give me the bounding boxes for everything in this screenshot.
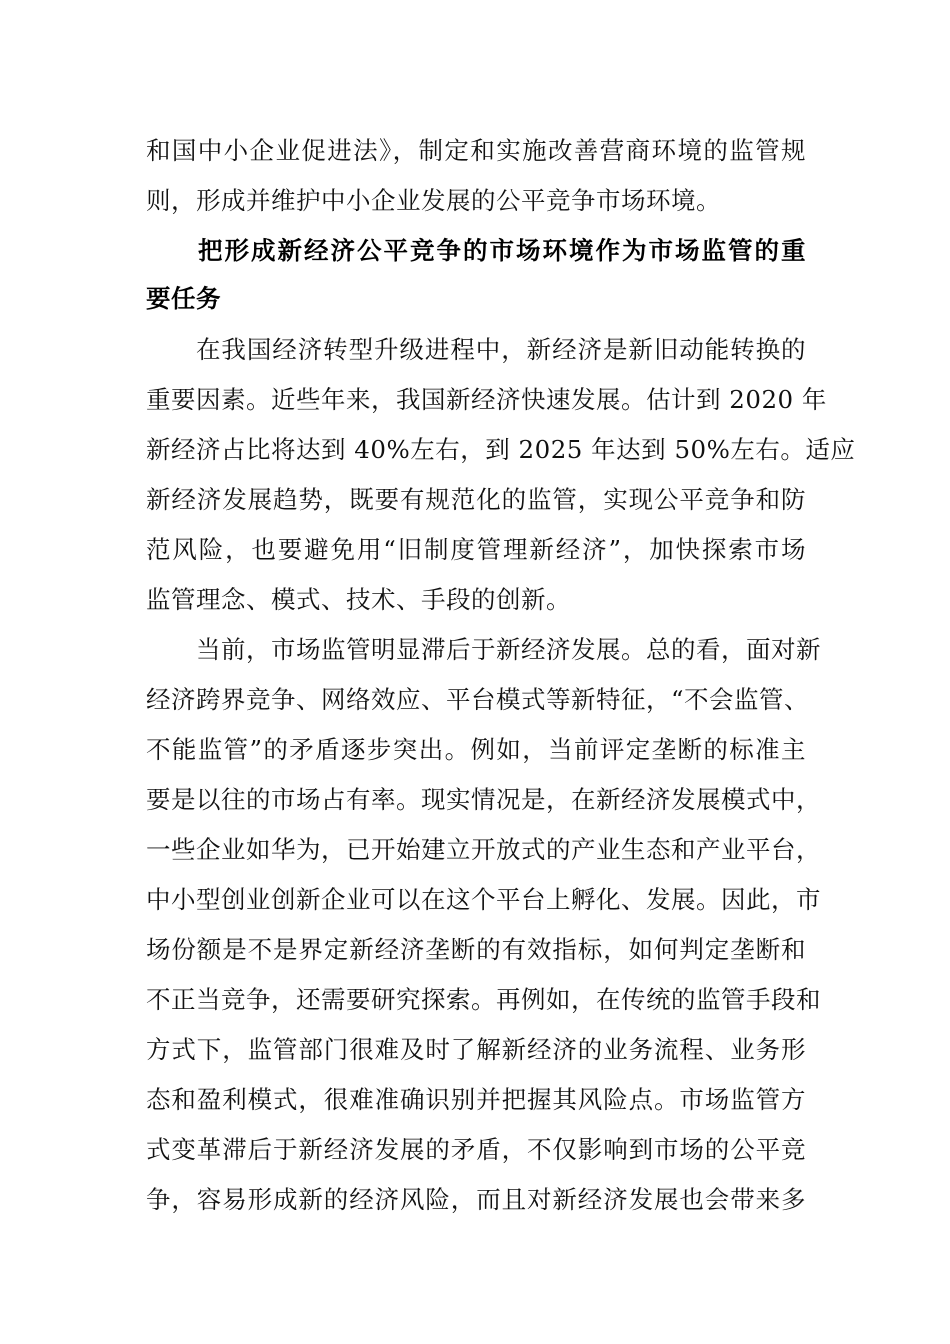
paragraph-line: 和国中小企业促进法》，制定和实施改善营商环境的监管规: [146, 136, 806, 165]
paragraph-line: 范风险，也要避免用“旧制度管理新经济”，加快探索市场: [146, 535, 806, 564]
paragraph-line: 监管理念、模式、技术、手段的创新。: [146, 585, 571, 614]
paragraph-line: 争，容易形成新的经济风险，而且对新经济发展也会带来多: [146, 1185, 806, 1214]
paragraph-line: 则，形成并维护中小企业发展的公平竞争市场环境。: [146, 186, 721, 215]
paragraph-line: 一些企业如华为，已开始建立开放式的产业生态和产业平台，: [146, 835, 821, 864]
paragraph-line: 新经济占比将达到 40%左右，到 2025 年达到 50%左右。适应: [146, 435, 856, 464]
paragraph-line: 式变革滞后于新经济发展的矛盾，不仅影响到市场的公平竞: [146, 1135, 806, 1164]
paragraph-line: 要是以往的市场占有率。现实情况是，在新经济发展模式中，: [146, 785, 821, 814]
paragraph-line: 当前，市场监管明显滞后于新经济发展。总的看，面对新: [196, 635, 821, 664]
paragraph-line: 中小型创业创新企业可以在这个平台上孵化、发展。因此，市: [146, 885, 821, 914]
paragraph-line: 在我国经济转型升级进程中，新经济是新旧动能转换的: [196, 335, 806, 364]
paragraph-line: 经济跨界竞争、网络效应、平台模式等新特征，“不会监管、: [146, 685, 810, 714]
paragraph-line: 新经济发展趋势，既要有规范化的监管，实现公平竞争和防: [146, 485, 806, 514]
paragraph-line: 重要因素。近些年来，我国新经济快速发展。估计到 2020 年: [146, 385, 827, 414]
paragraph-line: 态和盈利模式，很难准确识别并把握其风险点。市场监管方: [146, 1085, 806, 1114]
section-heading: 要任务: [146, 284, 221, 313]
paragraph-line: 不正当竞争，还需要研究探索。再例如，在传统的监管手段和: [146, 985, 821, 1014]
paragraph-line: 方式下，监管部门很难及时了解新经济的业务流程、业务形: [146, 1035, 806, 1064]
section-heading: 把形成新经济公平竞争的市场环境作为市场监管的重: [198, 236, 806, 265]
paragraph-line: 场份额是不是界定新经济垄断的有效指标，如何判定垄断和: [146, 935, 806, 964]
paragraph-line: 不能监管”的矛盾逐步突出。例如，当前评定垄断的标准主: [146, 735, 806, 764]
